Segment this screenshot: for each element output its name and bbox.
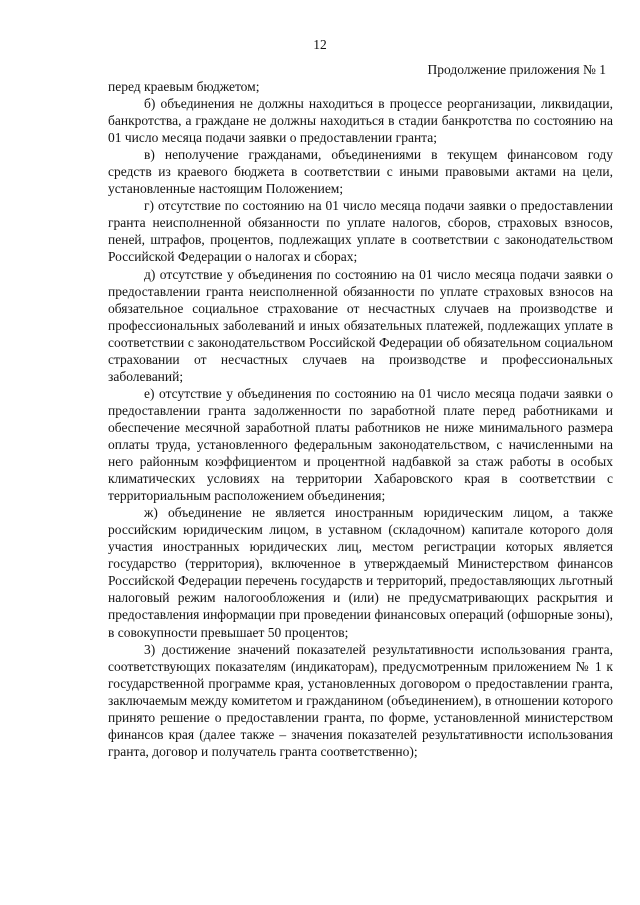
paragraph-zh: ж) объединение не является иностранным юридическим лицом, а также российским юридическим лицом, в уставном (складочном) капитале которого доля участия иностранных юридических лиц, местом регистрации которых является государство (территория), включенное в утверждаемый Министерством финансов Российской Федерации перечень государств и территорий, предоставляющих льготный налоговый режим налогообложения и (или) не предусматривающих раскрытия и предоставления информации при проведении финансовых операций (офшорные зоны), в совокупности превышает 50 процентов; (108, 505, 613, 640)
paragraph-d: д) отсутствие у объединения по состоянию на 01 число месяца подачи заявки о предоставлении гранта неисполненной обязанности по уплате страховых взносов на обязательное социальное страхование от несчастных случаев на производстве и профессиональных заболеваний и иных обязательных платежей, подлежащих уплате в соответствии с законодательством Российской Федерации об обязательном социальном страховании от несчастных случаев на производстве и профессиональных заболеваний; (108, 266, 613, 384)
paragraph-3: 3) достижение значений показателей результативности использования гранта, соответствующих показателям (индикаторам), предусмотренным приложением № 1 к государственной программе края, установленных договором о предоставлении гранта, заключаемым между комитетом и гражданином (объединением), в отношении которого принято решение о предоставлении гранта, по форме, установленной министерством финансов края (далее также – значения показателей результативности использования гранта, договор и получатель гранта соответственно); (108, 641, 613, 759)
paragraph-v: в) неполучение гражданами, объединениями в текущем финансовом году средств из краевого бюджета в соответствии с иными правовыми актами на цели, установленные настоящим Положением; (108, 147, 613, 197)
appendix-continuation-note: Продолжение приложения № 1 (427, 62, 606, 77)
paragraph-g: г) отсутствие по состоянию на 01 число месяца подачи заявки о предоставлении гранта неисполненной обязанности по уплате налогов, сборов, страховых взносов, пеней, штрафов, процентов, подлежащих уплате в соответствии с законодательством Российской Федерации о налогах и сборах; (108, 198, 613, 265)
paragraph-e: е) отсутствие у объединения по состоянию на 01 число месяца подачи заявки о предоставлении гранта задолженности по заработной плате перед работниками и обеспечение месячной заработной платы работников не ниже минимального размера оплаты труда, установленного федеральным законодательством, с начисленными на него районным коэффициентом и процентной надбавкой за стаж работы в особых климатических условиях на территории Хабаровского края в соответствии с территориальным расположением объединения; (108, 385, 613, 504)
paragraph-b: б) объединения не должны находиться в процессе реорганизации, ликвидации, банкротства, а граждане не должны находиться в стадии банкротства по состоянию на 01 число месяца подачи заявки о предоставлении гранта; (108, 96, 613, 146)
paragraph-continuation: перед краевым бюджетом; (108, 79, 260, 94)
document-body (108, 78, 613, 760)
page-number: 12 (313, 37, 327, 52)
